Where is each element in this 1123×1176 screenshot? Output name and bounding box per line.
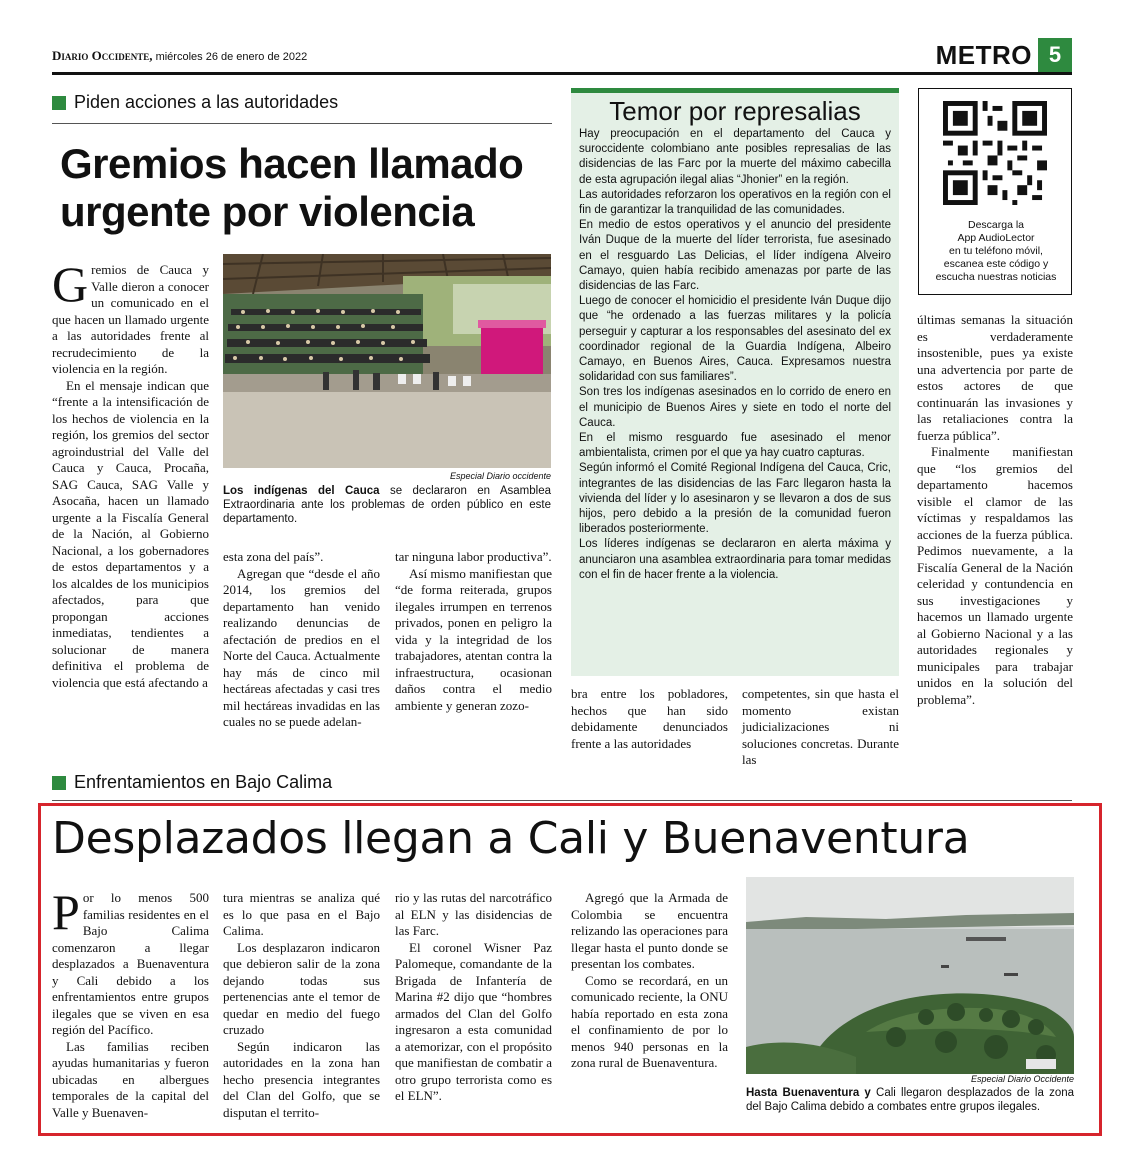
photo2-caption-lead: Hasta Buenaventura y [746, 1087, 871, 1099]
issue-date: miércoles 26 de enero de 2022 [152, 51, 308, 63]
photo1-caption [223, 484, 551, 526]
story2-paragraph: Los desplazaron indicaron que debieron salir de la zona dejando todas sus pertenencias ante el temor de quedar en medio del fuego cruzado [223, 939, 380, 1037]
masthead [52, 39, 1072, 74]
story1-column-1 [52, 256, 209, 691]
kicker-square-icon [52, 96, 66, 110]
kicker-rule [52, 123, 552, 124]
photo1-caption-lead: Los indígenas del Cauca [223, 485, 380, 497]
story1-paragraph: Agregan que “desde el año 2014, los gremios del departamento han venido realizando denuncias de afectación de predios en el Norte del Cauca. Actualmente hay más de cinco mil hectáreas afectadas y casi tres mil hectáreas invadidas en las cuales no se puede adelan- [223, 565, 380, 729]
assembly-photo [223, 254, 551, 468]
photo2-caption [746, 1086, 1074, 1114]
story2-paragraph: Como se recordará, en un comunicado reciente, la ONU había reportado en esta zona el confinamiento de por lo menos 940 personas en la zona rural de Buenaventura. [571, 972, 728, 1070]
qr-promo-box[interactable] [918, 88, 1072, 295]
masthead-dateline [52, 48, 307, 64]
story1-column-2 [223, 549, 380, 731]
sidebar-paragraph: Las autoridades reforzaron los operativos en la región con el fin de garantizar la tranquilidad de las comunidades. [579, 188, 891, 217]
sidebar-paragraph: Hay preocupación en el departamento del Cauca y suroccidente colombiano ante posibles represalias de las disidencias de las Farc por la muerte del máximo cabecilla de esta agrupación ilegal alias “Jhonier” en la región. [579, 128, 891, 186]
sidebar-title: Temor por represalias [609, 96, 861, 126]
story2-column-1 [52, 884, 209, 1121]
story2-paragraph: Las familias reciben ayudas humanitarias y fueron ubicadas en albergues temporales de la capital del Valle y Buenaven- [52, 1038, 209, 1120]
story2-lead: or lo menos 500 familias residentes en el Bajo Calima comenzaron a llegar desplazados a Buenaventura y Cali debido a los enfrentamientos entre grupos ilegales que se viven en esa región del Pacífico. [52, 890, 209, 1037]
story1-paragraph: competentes, sin que hasta el momento existan judicializaciones ni soluciones concretas. Durante las [742, 686, 899, 767]
story2-kicker-text: Enfrentamientos en Bajo Calima [74, 772, 333, 792]
story1-paragraph: tar ninguna labor productiva”. [395, 549, 552, 564]
story1-paragraph: En el mensaje indican que “frente a la intensificación de los hechos de violencia en la región, los gremios del sector agroindustrial del Valle del Cauca y Cauca, Procaña, SAG Cauca, SAG Valle y Asocaña, hacen un llamado urgente a la Fiscalía General de la Nación, al Gobierno Nacional, a los gobernadores de estos departamentos y a los alcaldes de los municipios afectados, para que propongan acciones inmediatas, tendientes a solucionar de manera definitiva el problema de violencia que está afectando a [52, 377, 209, 690]
qr-line: escanea este código y [943, 258, 1049, 270]
section-name: METRO [935, 39, 1032, 70]
story2-headline: Desplazados llegan a Cali y Buenaventura [52, 813, 970, 864]
dropcap: P [52, 884, 80, 940]
story1-kicker [52, 92, 338, 113]
page-number: 5 [1038, 38, 1072, 72]
story2-paragraph: tura mientras se analiza qué es lo que pasa en el Bajo Calima. [223, 890, 380, 938]
story1-column-3 [395, 549, 552, 714]
story2-paragraph: Agregó que la Armada de Colombia se encuentra relizando las operaciones para llegar hasta el punto donde se presentan los combates. [571, 890, 729, 971]
story2-paragraph: El coronel Wisner Paz Palomeque, comandante de la Brigada de Infantería de Marina #2 dijo que “hombres armados del Clan del Golfo ingresaron a esta comunidad a atemorizar, con el propósito que manifiestan de combatir a otro grupo terrorista como es el ELN”. [395, 939, 552, 1103]
qr-line: App AudioLector [957, 232, 1035, 244]
sidebar-paragraph: Los líderes indígenas se declararon en alerta máxima y anunciaron una asamblea extraordinaria para tomar medidas con el fin de hacer frente a la violencia. [579, 538, 891, 581]
photo1-caption-text: se declararon en Asamblea Extraordinaria ante los problemas de orden público en este departamento. [223, 485, 552, 525]
story1-lead: remios de Cauca y Valle dieron a conocer un comunicado en el que hacen un llamado urgente a las autoridades frente al recrudecimiento de la violencia en la región. [52, 262, 209, 376]
story2-column-3 [395, 890, 552, 1105]
sidebar-paragraph: Según informó el Comité Regional Indígena del Cauca, Cric, integrantes de las disidencias de las Farc llegaron hasta la vivienda del líder y lo asesinaron y se llevaron a dos de sus hijos, pero debido a la presión de la comunidad fueron liberados posteriormente. [579, 462, 891, 536]
sidebar-paragraph: En el mismo resguardo fue asesinado el menor ambientalista, crimen por el que ya hay cuatro capturas. [579, 432, 891, 460]
sidebar-paragraph: En medio de estos operativos y el anuncio del presidente Iván Duque de la muerte del líder terrorista, fue asesinado en el resguardo Las Delicias, el líder indígena Alveiro Camayo, quien había recibido amenazas por parte de las disidencias de las Farc. [579, 219, 891, 293]
photo2-credit: Especial Diario Occidente [970, 1074, 1074, 1084]
story1-kicker-text: Piden acciones a las autoridades [74, 92, 339, 112]
story2-paragraph: rio y las rutas del narcotráfico al ELN y las disidencias de las Farc. [395, 890, 552, 938]
section-header [936, 38, 1072, 72]
qr-instructions [925, 219, 1067, 284]
story2-column-4 [571, 890, 728, 1072]
sidebar-paragraph: Son tres los indígenas asesinados en lo corrido de enero en el municipio de Buenos Aires y siete en todo el norte del Cauca. [579, 386, 891, 429]
story1-column-5 [742, 686, 899, 769]
buenaventura-aerial-photo [746, 877, 1074, 1074]
qr-line: en tu teléfono móvil, [949, 245, 1043, 257]
story1-paragraph: últimas semanas la situación es verdaderamente insostenible, pues ya existe una advertencia por parte de estos actores de que continuarán las invasiones y las retaliaciones contra la fuerza pública”. [917, 312, 1073, 443]
story1-headline [60, 140, 560, 236]
qr-line: escucha nuestras noticias [935, 271, 1057, 283]
photo2-caption-text: Cali llegaron desplazados de la zona del Bajo Calima debido a combates entre grupos ilegales. [746, 1087, 1075, 1113]
story2-paragraph: Según indicaron las autoridades en la zona han hecho presencia integrantes del Clan del Golfo, que se disputan el territo- [223, 1038, 380, 1120]
kicker-square-icon [52, 776, 66, 790]
newspaper-name: Diario Occidente, [52, 48, 153, 63]
story1-column-4 [571, 686, 728, 752]
story1-paragraph: bra entre los pobladores, hechos que han sido debidamente denunciados frente a las autoridades [571, 686, 728, 751]
dropcap: G [52, 256, 89, 312]
story1-headline-line2: urgente por violencia [60, 188, 475, 235]
sidebar-paragraph: Luego de conocer el homicidio el presidente Iván Duque dijo que “he ordenado a las fuerzas militares y la policía perseguir y capturar a los responsables del asesinato del ex coordinador regional de la Guardia Indígena, Albeiro Camayo, en Buenos Aires, Cauca. Expresamos nuestra solidaridad con sus familiares”. [579, 295, 891, 384]
story1-column-6 [917, 312, 1073, 708]
qr-line: Descarga la [967, 219, 1025, 231]
story1-headline-line1: Gremios hacen llamado [60, 140, 524, 187]
story2-column-2 [223, 890, 380, 1121]
story2-kicker [52, 772, 332, 793]
kicker-rule [52, 800, 1072, 801]
story1-paragraph: Así mismo manifiestan que “de forma reiterada, grupos ilegales irrumpen en terrenos privados, ponen en peligro la vida y la integridad de los trabajadores, atentan contra la infraestructura, ocasionan daños contra el medio ambiente y generan zozo- [395, 565, 552, 713]
qr-code-icon[interactable] [943, 101, 1047, 205]
aerial-photo-image [746, 877, 1074, 1074]
sidebar-box [571, 88, 899, 676]
story1-paragraph: Finalmente manifiestan que “los gremios del departamento hacemos visible el clamor de las víctimas y respaldamos las acciones de la fuerza pública. Pedimos nuevamente, a la Fiscalía General de la Nación celeridad y contundencia en sus investigaciones y hacemos un llamado urgente al Gobierno Nacional y a las autoridades regionales y municipales para trabajar unidos en la solución del problema”. [917, 444, 1073, 707]
photo1-credit: Especial Diario occidente [449, 471, 551, 481]
assembly-photo-image [223, 254, 551, 468]
story1-paragraph: esta zona del país”. [223, 549, 324, 564]
masthead-rule [52, 72, 1072, 75]
sidebar-body [579, 127, 891, 583]
